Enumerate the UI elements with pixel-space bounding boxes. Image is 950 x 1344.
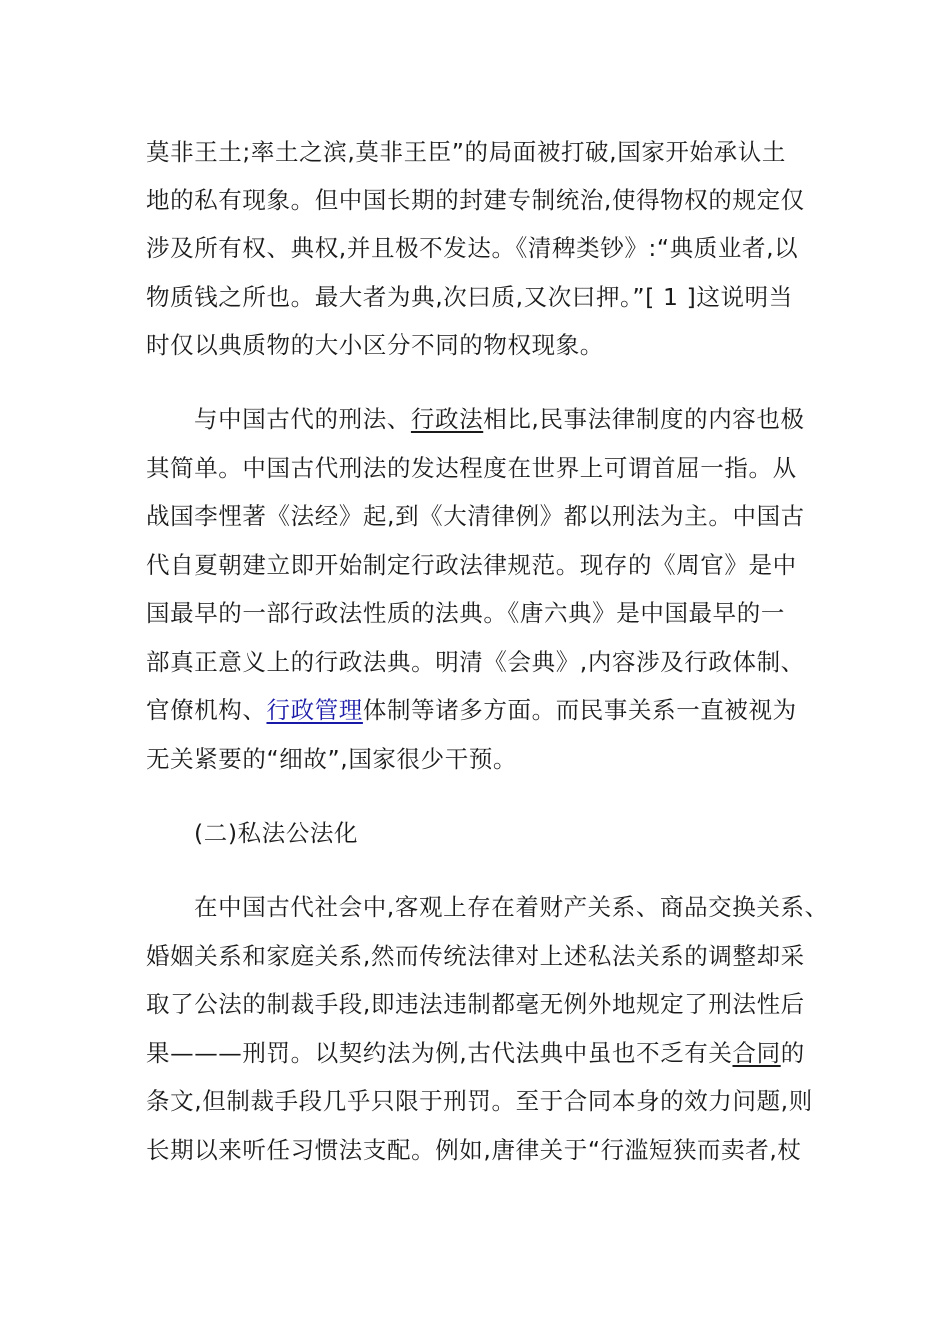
paragraph-3-line-4: [146, 1038, 805, 1068]
paragraph-2-line-4: 代自夏朝建立即开始制定行政法律规范。现存的《周官》是中: [146, 551, 797, 579]
text-segment: 果———刑罚。以契约法为例,古代法典中虽也不乏有关: [146, 1039, 733, 1067]
paragraph-1-line-2: 地的私有现象。但中国长期的封建专制统治,使得物权的规定仅: [146, 186, 805, 214]
paragraph-2-line-3: 战国李悝著《法经》起,到《大清律例》都以刑法为主。中国古: [146, 502, 805, 530]
paragraph-2-line-1: [194, 404, 805, 434]
paragraph-1-line-3: 涉及所有权、典权,并且极不发达。《清稗类钞》:“典质业者,以: [146, 234, 799, 262]
underlined-term-administrative-law: 行政法: [410, 405, 484, 433]
text-segment: 相比,民事法律制度的内容也极: [483, 405, 805, 433]
paragraph-3-line-1: 在中国古代社会中,客观上存在着财产关系、商品交换关系、: [194, 893, 829, 921]
text-segment: 官僚机构、: [146, 696, 267, 724]
administrative-management-link[interactable]: 行政管理: [266, 696, 363, 724]
section-heading: (二)私法公法化: [194, 819, 359, 847]
paragraph-3-line-6: 长期以来听任习惯法支配。例如,唐律关于“行滥短狭而卖者,杖: [146, 1136, 802, 1164]
paragraph-2-line-5: 国最早的一部行政法性质的法典。《唐六典》是中国最早的一: [146, 599, 785, 627]
paragraph-1-line-5: 时仅以典质物的大小区分不同的物权现象。: [146, 331, 604, 359]
text-segment: 与中国古代的刑法、: [194, 405, 411, 433]
text-segment: 体制等诸多方面。而民事关系一直被视为: [362, 696, 797, 724]
paragraph-2-line-2: 其简单。中国古代刑法的发达程度在世界上可谓首屈一指。从: [146, 454, 797, 482]
paragraph-2-line-8: 无关紧要的“细故”,国家很少干预。: [146, 745, 518, 773]
paragraph-3-line-2: 婚姻关系和家庭关系,然而传统法律对上述私法关系的调整却采: [146, 942, 805, 970]
paragraph-3-line-5: 条文,但制裁手段几乎只限于刑罚。至于合同本身的效力问题,则: [146, 1087, 813, 1115]
paragraph-3-line-3: 取了公法的制裁手段,即违法违制都毫无例外地规定了刑法性后: [146, 990, 805, 1018]
paragraph-2-line-6: 部真正意义上的行政法典。明清《会典》,内容涉及行政体制、: [146, 648, 805, 676]
paragraph-1-line-4: 物质钱之所也。最大者为典,次曰质,又次曰押。”[ 1 ]这说明当: [146, 283, 793, 311]
paragraph-1-line-1: 莫非王土;率土之滨,莫非王臣”的局面被打破,国家开始承认土: [146, 138, 786, 166]
paragraph-2-line-7: [146, 695, 797, 725]
underlined-term-contract: 合同: [732, 1039, 781, 1067]
text-segment: 的: [780, 1039, 805, 1067]
